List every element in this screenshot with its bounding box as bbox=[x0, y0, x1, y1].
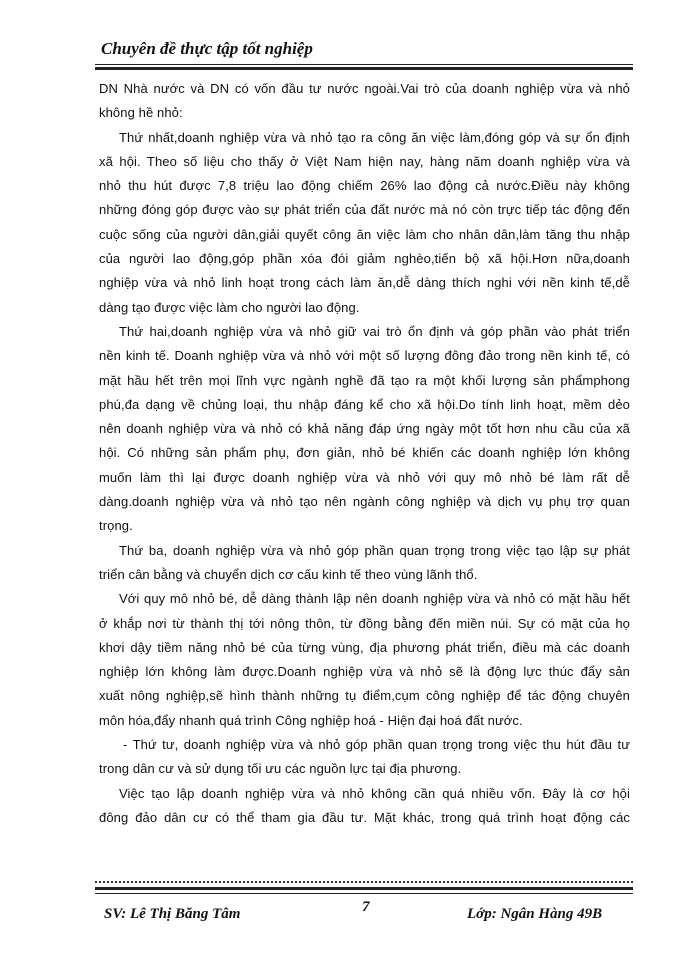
text-line: không hề nhỏ: bbox=[99, 105, 183, 121]
footer-rule-dotted bbox=[95, 881, 633, 883]
text-line: nên doanh nghiệp vừa và nhỏ có khả năng đáp ứng ngày một tốt hơn nhu cầu của xã bbox=[99, 421, 630, 437]
text-line: nghiệp lớn không làm được.Doanh nghiệp vừa và nhỏ sẽ là động lực thúc đẩy sản bbox=[99, 664, 630, 680]
text-line: dàng.doanh nghiệp vừa và nhỏ tạo nên ngành công nghiệp và dịch vụ phụ trợ quan bbox=[99, 494, 630, 510]
text-line: trọng. bbox=[99, 518, 133, 534]
footer-class-name: Lớp: Ngân Hàng 49B bbox=[467, 906, 603, 922]
document-body bbox=[99, 77, 630, 830]
text-line: trong dân cư và sử dụng tối ưu các nguồn lực tại địa phương. bbox=[99, 761, 462, 777]
header-rule-thick bbox=[95, 67, 633, 70]
page-header-title: Chuyên đề thực tập tốt nghiệp bbox=[101, 39, 313, 58]
text-line: triển cân bằng và chuyển dịch cơ cấu kinh tế theo vùng lãnh thổ. bbox=[99, 566, 478, 582]
footer-page-number: 7 bbox=[362, 899, 370, 915]
text-line: mặt hầu hết trên mọi lĩnh vực ngành nghề đã tạo ra một khối lượng sản phẩmphong bbox=[99, 372, 630, 388]
footer-student-name: SV: Lê Thị Băng Tâm bbox=[104, 906, 241, 922]
text-line: khơi dậy tiềm năng nhỏ bé của từng vùng, địa phương phát triển, điều mà các doanh bbox=[99, 639, 630, 655]
text-line: dàng tạo được việc làm cho người lao động. bbox=[99, 299, 360, 315]
text-line: những đóng góp được vào sự phát triển của đất nước mà nó còn trực tiếp tác động đến bbox=[99, 202, 630, 218]
text-line: Với quy mô nhỏ bé, dễ dàng thành lập nên doanh nghiệp vừa và nhỏ có mặt hầu hết bbox=[119, 591, 630, 607]
text-line: xuất nông nghiệp,sẽ hình thành những tụ điểm,cụm công nghiệp để tác động chuyên bbox=[99, 688, 630, 704]
text-line: Thứ nhất,doanh nghiệp vừa và nhỏ tạo ra công ăn việc làm,đóng góp và sự ổn định bbox=[119, 129, 630, 145]
text-line: nền kinh tế. Doanh nghiệp vừa và nhỏ với một số lượng đông đảo trong nền kinh tế, có bbox=[99, 348, 630, 364]
text-line: của người lao động,góp phần xóa đói giảm nghèo,tiến bộ xã hội.Hơn nữa,doanh bbox=[99, 251, 630, 267]
text-line: xã hội. Theo số liệu cho thấy ở Việt Nam hiện nay, hàng năm doanh nghiệp vừa và bbox=[99, 153, 630, 169]
text-line: Thứ hai,doanh nghiệp vừa và nhỏ giữ vai trò ổn định và góp phần vào phát triển bbox=[119, 323, 630, 339]
text-line: đông đảo dân cư có thể tham gia đầu tư. Mặt khác, trong quá trình hoạt động các bbox=[99, 809, 630, 825]
header-rule-thin bbox=[95, 64, 633, 65]
text-line: hội. Có những sản phẩm phụ, đơn giản, nhỏ bé khiến các doanh nghiệp lớn không bbox=[99, 445, 630, 461]
text-line: ở khắp nơi từ thành thị tới nông thôn, từ đồng bằng đến miền núi. Sự có mặt của họ bbox=[99, 615, 630, 631]
text-line: Thứ ba, doanh nghiệp vừa và nhỏ góp phần quan trọng trong việc tạo lập sự phát bbox=[119, 542, 630, 558]
text-line: Việc tạo lập doanh nghiệp vừa và nhỏ không cần quá nhiều vốn. Đây là cơ hội bbox=[119, 785, 630, 801]
text-line: nhỏ thu hút được 7,8 triệu lao động chiếm 26% lao động cả nước.Điều này không bbox=[99, 178, 630, 194]
footer-rule-thick bbox=[95, 887, 633, 890]
text-line: - Thứ tư, doanh nghiệp vừa và nhỏ góp phần quan trọng trong việc thu hút đầu tư bbox=[123, 737, 630, 753]
text-line: cuộc sống của người dân,giải quyết công ăn việc làm cho nhân dân,làm tăng thu nhập bbox=[99, 226, 630, 242]
text-line: nghiệp vừa và nhỏ linh hoạt trong cách làm ăn,dễ dàng thích nghi với nền kinh tế,dễ bbox=[99, 275, 630, 291]
text-line: môn hóa,đẩy nhanh quá trình Công nghiệp hoá - Hiện đại hoá đất nước. bbox=[99, 712, 523, 728]
text-line: DN Nhà nước và DN có vốn đầu tư nước ngoài.Vai trò của doanh nghiệp vừa và nhỏ bbox=[99, 81, 630, 96]
text-line: muốn làm thì lại được doanh nghiệp vừa và nhỏ với quy mô nhỏ bé làm rất dễ bbox=[99, 469, 630, 485]
footer-rule-thin bbox=[95, 893, 633, 894]
text-line: phú,đa dạng về chủng loại, thu nhập đáng kể cho xã hội.Do tính linh hoạt, mềm dẻo bbox=[99, 396, 630, 412]
